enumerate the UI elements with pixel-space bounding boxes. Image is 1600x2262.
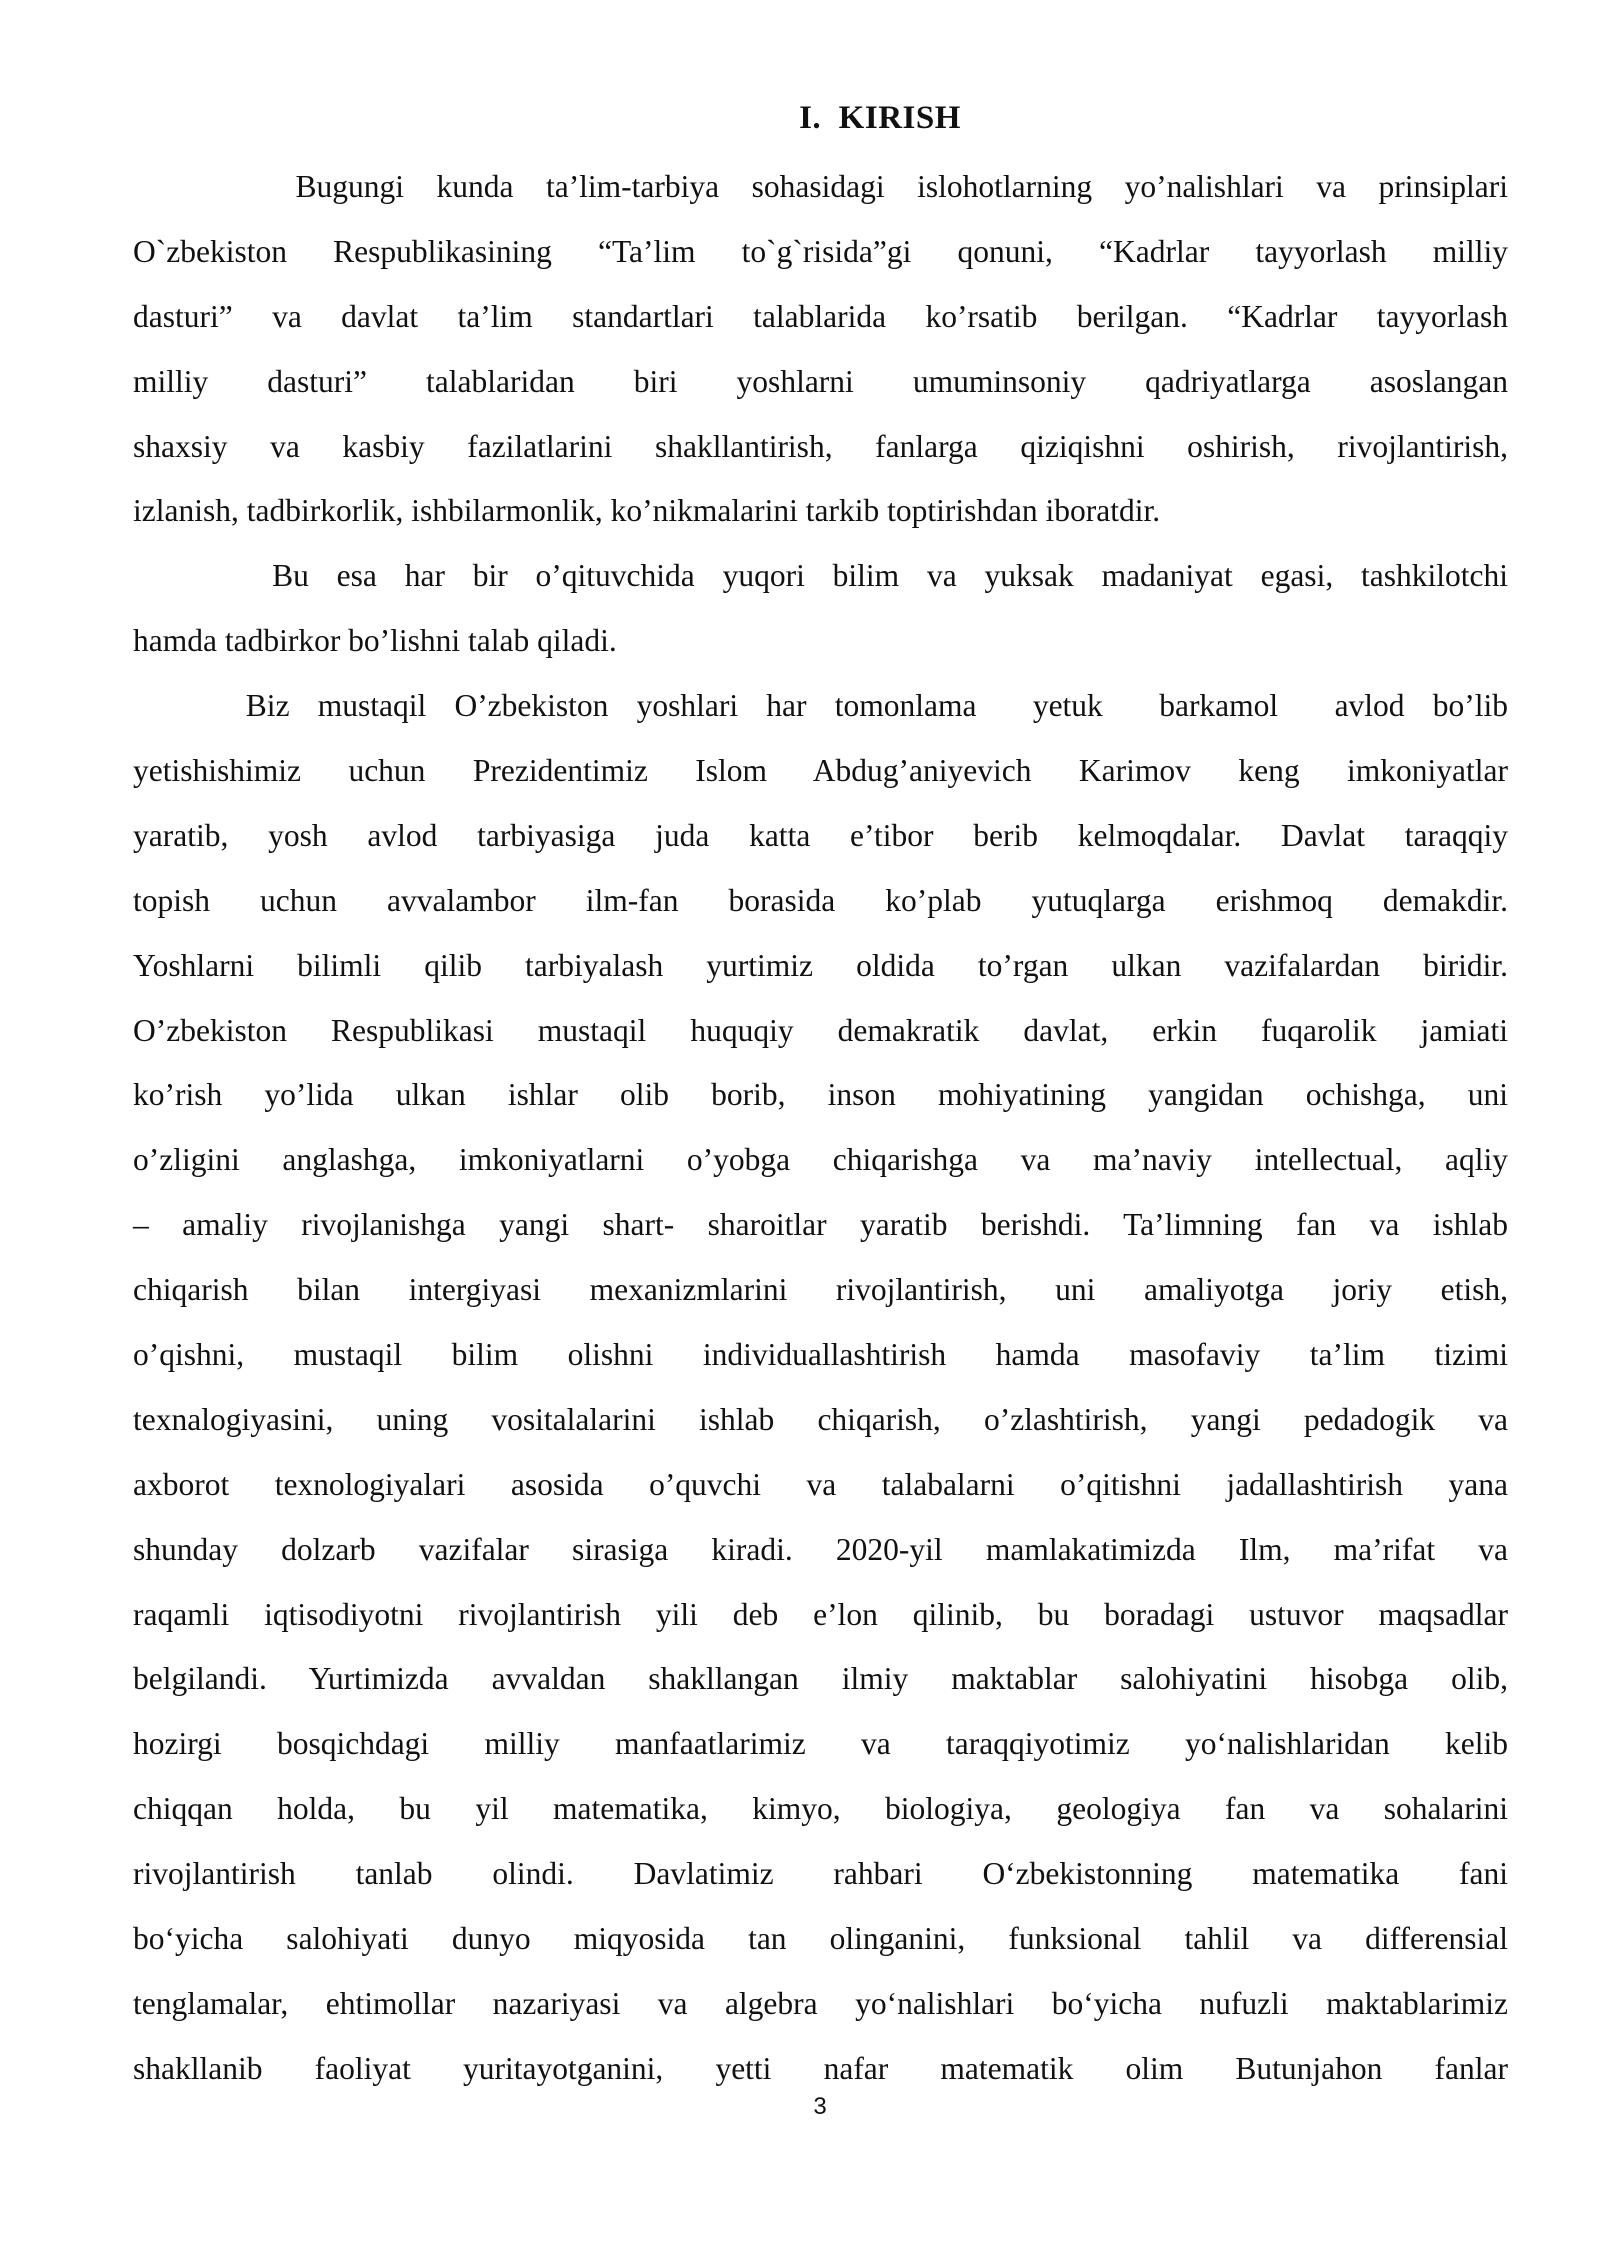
paragraph: [133, 674, 1508, 2102]
text-line: Biz mustaqil O’zbekiston yoshlari har tomonlama yetuk barkamol avlod bo’lib: [133, 688, 1508, 724]
text-line: milliy dasturi” talablaridan biri yoshlarni umuminsoniy qadriyatlarga asoslangan: [133, 363, 1508, 399]
text-line: raqamli iqtisodiyotni rivojlantirish yili deb e’lon qilinib, bu boradagi ustuvor maqsadlar: [133, 1596, 1508, 1632]
text-line: texnalogiyasini, uning vositalalarini ishlab chiqarish, o’zlashtirish, yangi pedadogik va: [133, 1401, 1508, 1437]
text-line: shakllanib faoliyat yuritayotganini, yetti nafar matematik olim Butunjahon fanlar: [133, 2050, 1508, 2086]
text-line: yetishishimiz uchun Prezidentimiz Islom Abdug’aniyevich Karimov keng imkoniyatlar: [133, 753, 1508, 789]
text-line: O`zbekiston Respublikasining “Ta’lim to`g`risida”gi qonuni, “Kadrlar tayyorlash milliy: [133, 233, 1508, 269]
paragraph: [133, 544, 1508, 674]
text-line: chiqqan holda, bu yil matematika, kimyo, biologiya, geologiya fan va sohalarini: [133, 1791, 1508, 1827]
page-number: 3: [813, 2093, 827, 2120]
text-line: hozirgi bosqichdagi milliy manfaatlarimiz va taraqqiyotimiz yo‘nalishlaridan kelib: [133, 1726, 1508, 1762]
text-line: – amaliy rivojlanishga yangi shart- sharoitlar yaratib berishdi. Ta’limning fan va ishlab: [133, 1207, 1508, 1243]
text-line: O’zbekiston Respublikasi mustaqil huquqiy demakratik davlat, erkin fuqarolik jamiati: [133, 1012, 1508, 1048]
text-line: Bugungi kunda ta’lim-tarbiya sohasidagi islohotlarning yo’nalishlari va prinsiplari: [133, 169, 1508, 204]
text-line: o’zligini anglashga, imkoniyatlarni o’yobga chiqarishga va ma’naviy intellectual, aqliy: [133, 1142, 1508, 1178]
text-line: dasturi” va davlat ta’lim standartlari talablarida ko’rsatib berilgan. “Kadrlar tayyorlash: [133, 298, 1508, 334]
text-line: hamda tadbirkor bo’lishni talab qiladi.: [133, 623, 617, 659]
text-line: ko’rish yo’lida ulkan ishlar olib borib, inson mohiyatining yangidan ochishga, uni: [133, 1077, 1508, 1113]
paragraph: [133, 155, 1508, 544]
text-line: bo‘yicha salohiyati dunyo miqyosida tan olinganini, funksional tahlil va differensial: [133, 1921, 1508, 1957]
text-line: rivojlantirish tanlab olindi. Davlatimiz rahbari O‘zbekistonning matematika fani: [133, 1856, 1508, 1892]
text-line: shunday dolzarb vazifalar sirasiga kiradi. 2020-yil mamlakatimizda Ilm, ma’rifat va: [133, 1531, 1508, 1567]
text-line: topish uchun avvalambor ilm-fan borasida ko’plab yutuqlarga erishmoq demakdir.: [133, 882, 1508, 918]
text-line: shaxsiy va kasbiy fazilatlarini shakllantirish, fanlarga qiziqishni oshirish, rivojlantirish,: [133, 428, 1508, 464]
text-line: o’qishni, mustaqil bilim olishni individuallashtirish hamda masofaviy ta’lim tizimi: [133, 1337, 1508, 1373]
body-text: [133, 155, 1508, 2102]
section-heading: I. KIRISH: [799, 100, 961, 136]
text-line: Yoshlarni bilimli qilib tarbiyalash yurtimiz oldida to’rgan ulkan vazifalardan biridir.: [133, 947, 1508, 983]
text-line: izlanish, tadbirkorlik, ishbilarmonlik, ko’nikmalarini tarkib toptirishdan iboratdir.: [133, 493, 1161, 529]
text-line: chiqarish bilan intergiyasi mexanizmlarini rivojlantirish, uni amaliyotga joriy etish,: [133, 1272, 1508, 1308]
text-line: tenglamalar, ehtimollar nazariyasi va algebra yo‘nalishlari bo‘yicha nufuzli maktablarimiz: [133, 1985, 1508, 2021]
text-line: axborot texnologiyalari asosida o’quvchi va talabalarni o’qitishni jadallashtirish yana: [133, 1466, 1508, 1502]
text-line: belgilandi. Yurtimizda avvaldan shakllangan ilmiy maktablar salohiyatini hisobga olib,: [133, 1661, 1508, 1697]
text-line: Bu esa har bir o’qituvchida yuqori bilim va yuksak madaniyat egasi, tashkilotchi: [133, 558, 1508, 594]
text-line: yaratib, yosh avlod tarbiyasiga juda katta e’tibor berib kelmoqdalar. Davlat taraqqiy: [133, 817, 1508, 853]
